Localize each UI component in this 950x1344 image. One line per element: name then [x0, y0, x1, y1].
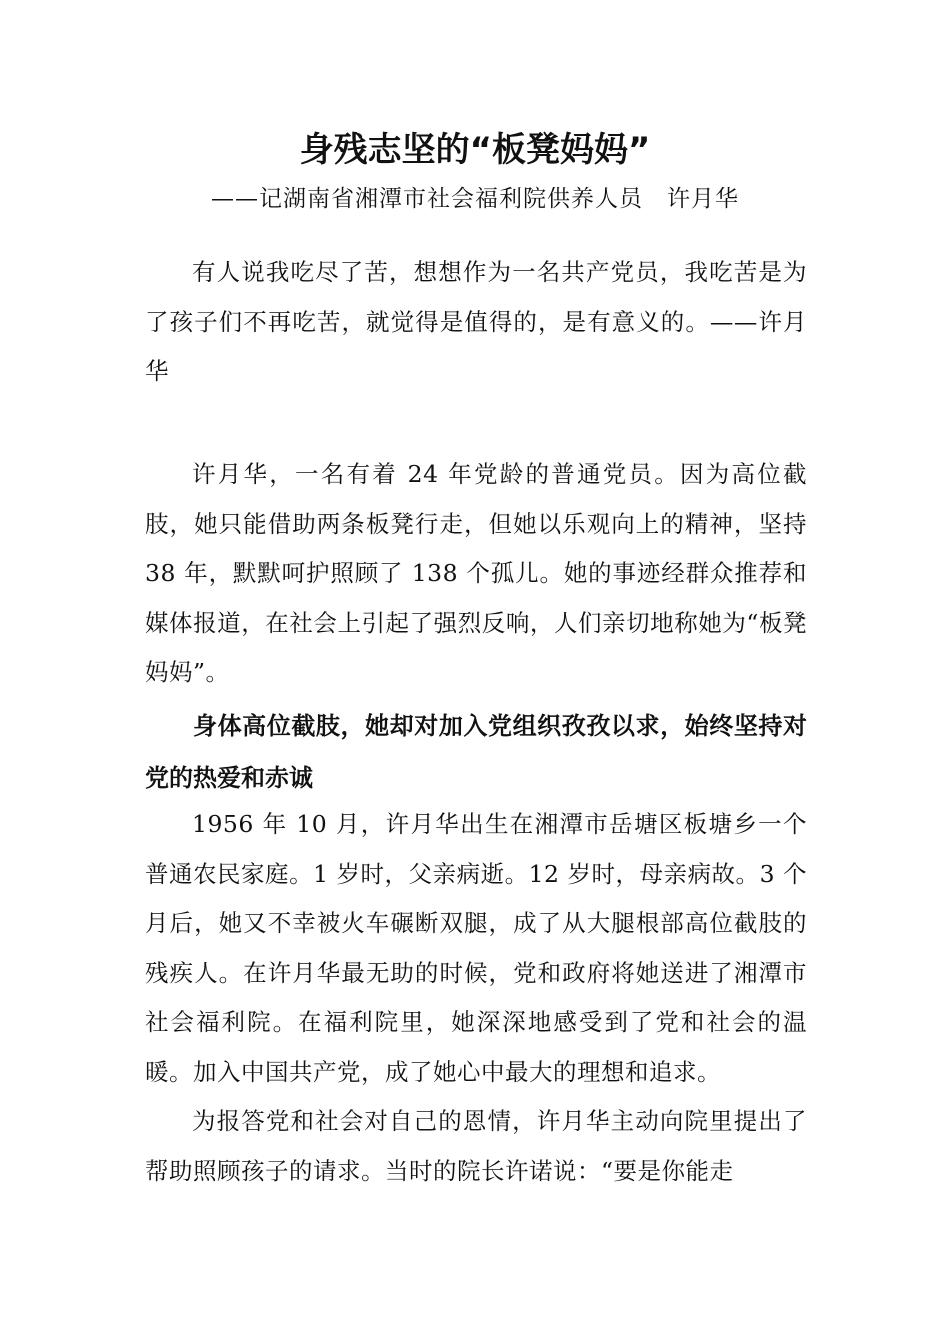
- document-subtitle: ——记湖南省湘潭市社会福利院供养人员 许月华: [211, 186, 739, 212]
- section-heading: 身体高位截肢，她却对加入党组织孜孜以求，始终坚持对党的热爱和赤诚: [145, 712, 807, 792]
- document-title: 身残志坚的“板凳妈妈”: [299, 130, 651, 170]
- intro-paragraph: 许月华，一名有着 24 年党龄的普通党员。因为高位截肢，她只能借助两条板凳行走，但她以乐观向上的精神，坚持 38 年，默默呵护照顾了 138 个孤儿。她的事迹经群众推荐和媒体报道，在社会上引起了强烈反响，人们亲切地称她为“板凳妈妈”。: [145, 460, 807, 687]
- report-paragraph: 为报答党和社会对自己的恩情，许月华主动向院里提出了帮助照顾孩子的请求。当时的院长许诺说：“要是你能走: [145, 1107, 807, 1185]
- quote-paragraph: 有人说我吃尽了苦，想想作为一名共产党员，我吃苦是为了孩子们不再吃苦，就觉得是值得的，是有意义的。——许月华: [145, 258, 807, 386]
- birth-paragraph: 1956 年 10 月，许月华出生在湘潭市岳塘区板塘乡一个普通农民家庭。1 岁时，父亲病逝。12 岁时，母亲病故。3 个月后，她又不幸被火车碾断双腿，成了从大腿根部高位截肢的残疾人。在许月华最无助的时候，党和政府将她送进了湘潭市社会福利院。在福利院里，她深深地感受到了党和社会的温暖。加入中国共产党，成了她心中最大的理想和追求。: [145, 810, 807, 1086]
